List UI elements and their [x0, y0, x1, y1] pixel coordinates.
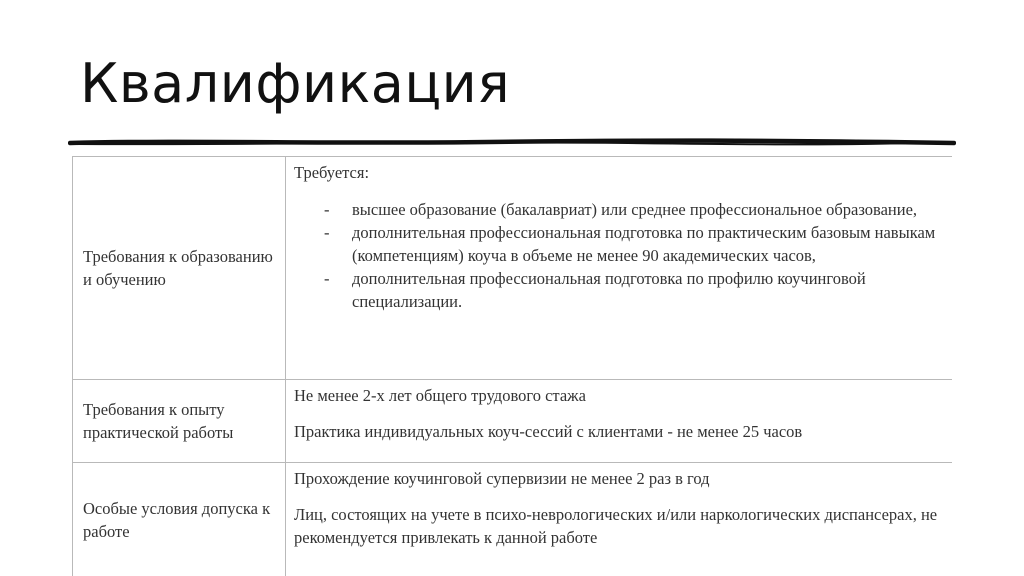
table-row-experience [73, 380, 953, 463]
row-label-experience: Требования к опыту практической работы [73, 380, 286, 463]
requirements-heading: Требуется: [294, 163, 370, 182]
dash-bullet-icon: - [324, 200, 330, 219]
list-item-text: дополнительная профессиональная подготовка по профилю коучинговой специализации. [352, 269, 866, 311]
education-bullet-list [294, 198, 944, 313]
slide-title: Квалификация [80, 52, 511, 115]
special-conditions-text: Лиц, состоящих на учете в психо-неврологических и/или наркологических диспансерах, не рекомендуется привлекать к данной работе [294, 505, 938, 547]
row-content-special-conditions [286, 463, 953, 576]
list-item-text: дополнительная профессиональная подготовка по практическим базовым навыкам (компетенциям) коуча в объеме не менее 90 академических часов, [352, 223, 936, 265]
dash-bullet-icon: - [324, 223, 330, 242]
row-content-experience [286, 380, 953, 463]
list-item [294, 198, 944, 221]
row-content-education [286, 157, 953, 380]
list-item [294, 267, 944, 313]
qualification-table [72, 156, 952, 576]
title-underline [68, 134, 956, 150]
experience-text: Практика индивидуальных коуч-сессий с клиентами - не менее 25 часов [294, 422, 803, 441]
list-item [294, 221, 944, 267]
special-conditions-text: Прохождение коучинговой супервизии не менее 2 раз в год [294, 469, 710, 488]
table-row-special-conditions [73, 463, 953, 576]
experience-text: Не менее 2-х лет общего трудового стажа [294, 386, 586, 405]
qualification-table-wrapper [72, 156, 952, 576]
row-label-special-conditions: Особые условия допуска к работе [73, 463, 286, 576]
row-label-education: Требования к образованию и обучению [73, 157, 286, 380]
dash-bullet-icon: - [324, 269, 330, 288]
table-row-education [73, 157, 953, 380]
list-item-text: высшее образование (бакалавриат) или среднее профессиональное образование, [352, 200, 918, 219]
